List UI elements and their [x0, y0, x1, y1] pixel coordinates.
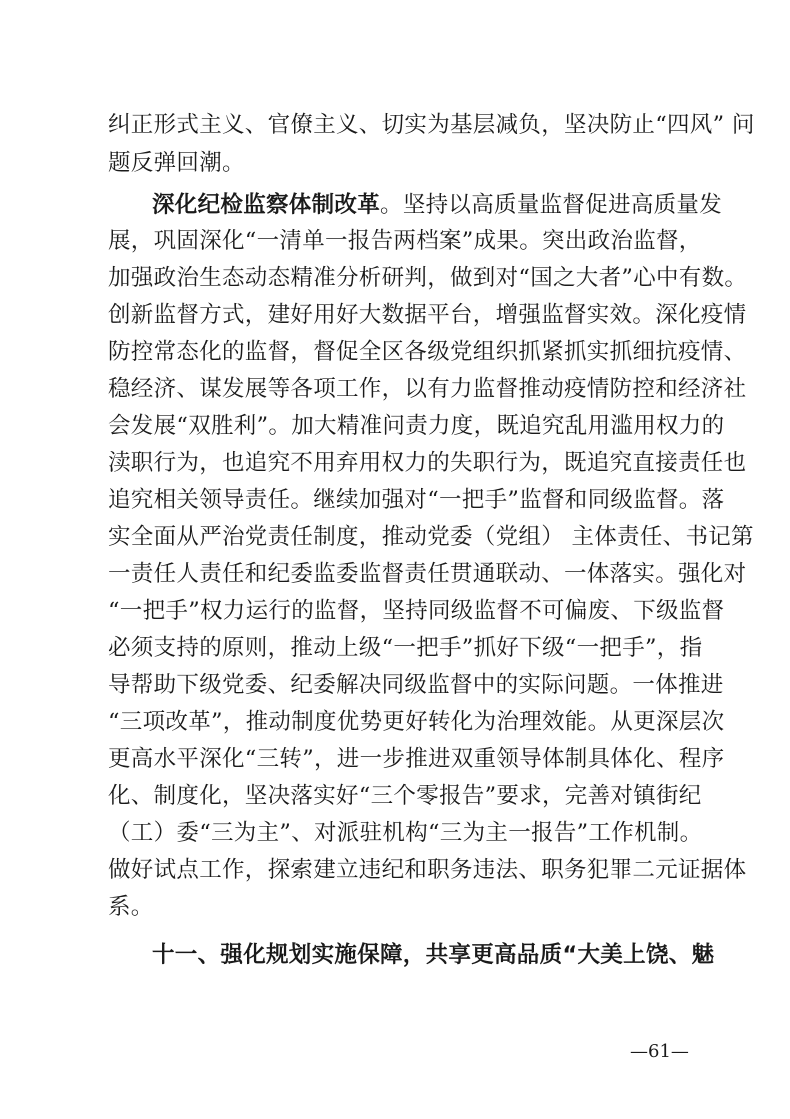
text-line: 防控常态化的监督，督促全区各级党组织抓紧抓实抓细抗疫情、 [108, 339, 747, 365]
paragraph-first-line [152, 190, 752, 220]
text-line: 题反弹回潮。 [108, 150, 245, 176]
text-line: 必须支持的原则，推动上级“一把手”抓好下级“一把手”，指 [108, 635, 703, 661]
paragraph-text: 。坚持以高质量监督促进高质量发 [380, 192, 723, 218]
text-line: 纠正形式主义、官僚主义、切实为基层减负，坚决防止“四风” 问 [108, 112, 755, 138]
text-line: “三项改革”，推动制度优势更好转化为治理效能。从更深层次 [108, 709, 725, 735]
text-line: 化、制度化，坚决落实好“三个零报告”要求，完善对镇街纪 [108, 783, 702, 809]
text-line: 会发展“双胜利”。加大精准问责力度，既追究乱用滥用权力的 [108, 413, 725, 439]
text-line: 加强政治生态动态精准分析研判，做到对“国之大者”心中有数。 [108, 265, 748, 291]
section-heading: 十一、强化规划实施保障，共享更高品质“大美上饶、魅 [152, 942, 715, 968]
text-line: 导帮助下级党委、纪委解决同级监督中的实际问题。一体推进 [108, 672, 724, 698]
page-number: —61— [630, 1041, 689, 1062]
text-line: 更高水平深化“三转”，进一步推进双重领导体制具体化、程序 [108, 746, 725, 772]
text-line: 渎职行为，也追究不用弃用权力的失职行为，既追究直接责任也 [108, 450, 747, 476]
text-line: 做好试点工作，探索建立违纪和职务违法、职务犯罪二元证据体 [108, 857, 747, 883]
text-line: “一把手”权力运行的监督，坚持同级监督不可偏废、下级监督 [108, 598, 725, 624]
text-line: 系。 [108, 894, 154, 920]
text-line: 稳经济、谋发展等各项工作，以有力监督推动疫情防控和经济社 [108, 376, 747, 402]
text-line: 一责任人责任和纪委监委监督责任贯通联动、一体落实。强化对 [108, 561, 747, 587]
text-line: 创新监督方式，建好用好大数据平台，增强监督实效。深化疫情 [108, 302, 747, 328]
text-line: 展，巩固深化“一清单一报告两档案”成果。突出政治监督， [108, 228, 702, 254]
text-line: （工）委“三为主”、对派驻机构“三为主一报告”工作机制。 [108, 820, 703, 846]
text-line: 实全面从严治党责任制度，推动党委（党组） 主体责任、书记第 [108, 524, 754, 550]
paragraph-heading: 深化纪检监察体制改革 [152, 192, 381, 218]
text-line: 追究相关领导责任。继续加强对“一把手”监督和同级监督。落 [108, 487, 725, 513]
